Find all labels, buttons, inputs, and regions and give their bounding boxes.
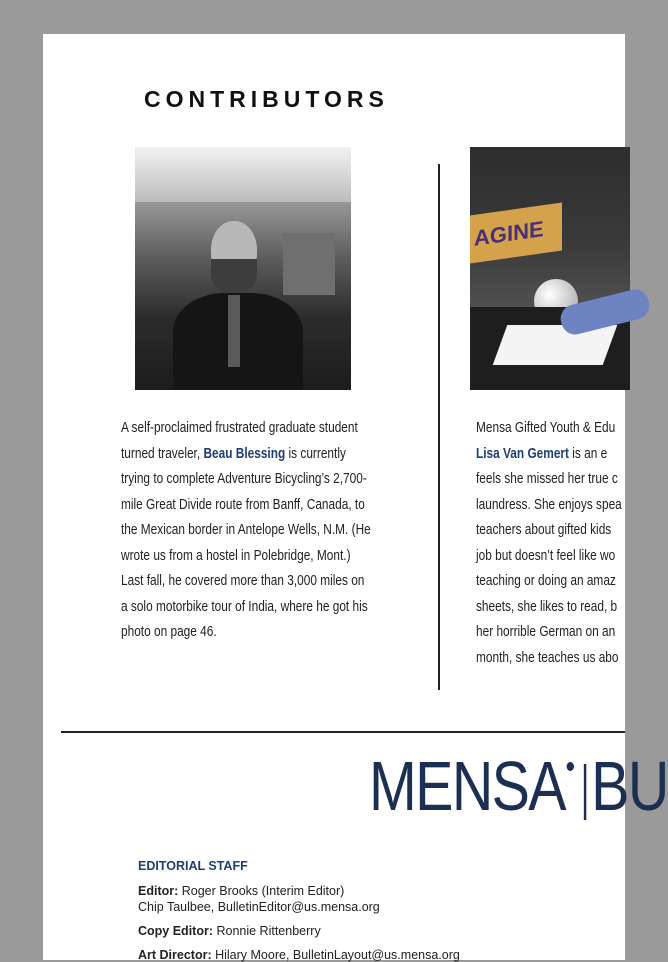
contributor-photo-beau-blessing [135,147,351,390]
copy-editor-line: Copy Editor: Ronnie Rittenberry [138,924,321,938]
caption-line: sheets, she likes to read, b [476,598,618,615]
caption-line: A self-proclaimed frustrated graduate student [121,420,358,436]
caption-line: mile Great Divide route from Banff, Canada, to [121,496,365,513]
editorial-staff-heading: EDITORIAL STAFF [138,859,248,873]
editor-line: Editor: Roger Brooks (Interim Editor) [138,884,345,898]
contributor-photo-lisa-van-gemert [470,147,630,390]
section-heading: CONTRIBUTORS [144,86,389,112]
editor-contact-line: Chip Taulbee, BulletinEditor@us.mensa.org [138,900,380,914]
contributor-name: Beau Blessing [203,445,286,462]
photo-beard [211,259,257,293]
magazine-page [43,34,668,962]
caption-line: job but doesn’t feel like wo [476,547,616,564]
contributor-caption-beau-blessing [121,416,371,646]
photo-sign: AGINE [470,203,562,264]
caption-line: Last fall, he covered more than 3,000 miles on [121,573,365,589]
section-divider [61,731,625,733]
photo-tie [228,295,240,367]
art-director-line: Art Director: Hilary Moore, BulletinLayout@us.mensa.org [138,948,460,962]
mensa-bulletin-logo [369,746,668,826]
logo-text-mensa: MENSA [369,747,565,825]
caption-line: photo on page 46. [121,624,217,640]
caption-line: feels she missed her true c [476,471,618,487]
caption-line: the Mexican border in Antelope Wells, N.M. (He [121,522,371,538]
caption-line: month, she teaches us abo [476,649,619,666]
caption-line: Lisa Van Gemert is an e [476,445,608,462]
logo-text-bulletin: BU [591,747,668,825]
caption-line: a solo motorbike tour of India, where he got his [121,598,368,615]
caption-line: trying to complete Adventure Bicycling’s 2,700- [121,471,367,487]
photo-background-shelf [283,233,335,295]
contributor-caption-lisa-van-gemert [476,416,622,671]
caption-line: turned traveler, Beau Blessing is currently [121,445,346,462]
photo-paper [493,325,618,365]
caption-line: teaching or doing an amaz [476,573,616,589]
caption-line: Mensa Gifted Youth & Edu [476,420,616,436]
photo-tent-ceiling [135,147,351,202]
caption-line: her horrible German on an [476,624,616,640]
contributor-name: Lisa Van Gemert [476,445,569,462]
logo-divider [584,764,586,820]
registered-mark-icon [567,762,574,771]
caption-line: wrote us from a hostel in Polebridge, Mont.) [121,547,351,564]
caption-line: teachers about gifted kids [476,522,612,538]
caption-line: laundress. She enjoys spea [476,496,622,513]
column-divider [438,164,440,690]
